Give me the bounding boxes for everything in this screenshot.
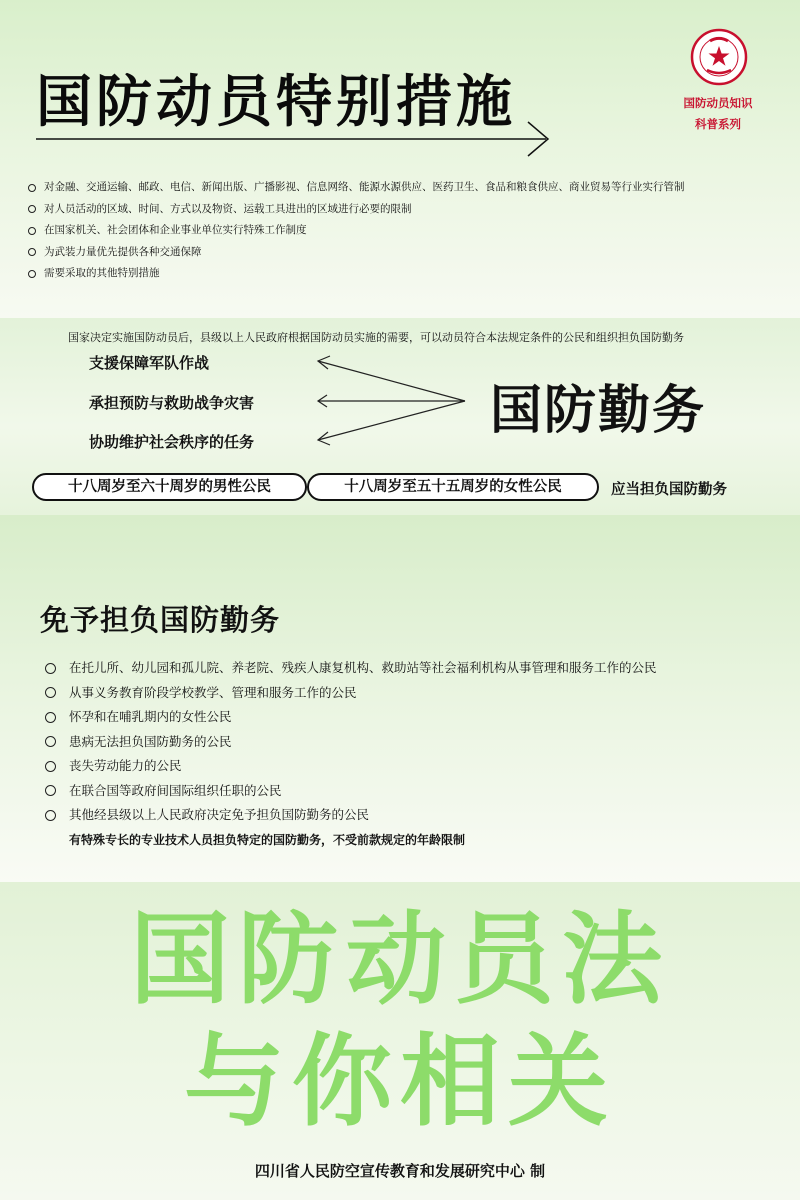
duty-item: 承担预防与救助战争灾害: [89, 394, 255, 412]
exemption-section: [0, 515, 800, 882]
exempt-note: 有特殊专长的专业技术人员担负特定的国防勤务，不受前款规定的年龄限制: [69, 833, 466, 847]
circle-bullet-icon: [28, 184, 36, 192]
female-citizen-badge: 十八周岁至五十五周岁的女性公民: [307, 473, 599, 501]
list-item: [45, 656, 657, 681]
circle-bullet-icon: [28, 227, 36, 235]
list-item: [45, 681, 657, 706]
duty-item: 协助维护社会秩序的任务: [89, 433, 255, 451]
special-measures-section: [0, 0, 800, 318]
circle-bullet-icon: [45, 712, 56, 723]
list-item-text: 需要采取的其他特别措施: [44, 267, 160, 279]
duty-big-title: 国防勤务: [490, 381, 707, 441]
list-item: [45, 730, 657, 755]
exempt-list: [45, 656, 657, 828]
defense-duty-section: [0, 318, 800, 515]
list-item-text: 在联合国等政府间国际组织任职的公民: [69, 782, 282, 798]
list-item-text: 为武装力量优先提供各种交通保障: [44, 245, 202, 258]
circle-bullet-icon: [28, 248, 36, 256]
list-item-text: 对人员活动的区域、时间、方式以及物资、运载工具进出的区域进行必要的限制: [44, 202, 412, 215]
series-sublabel: 科普系列: [695, 117, 741, 131]
publisher-credit: 四川省人民防空宣传教育和发展研究中心 制: [254, 1162, 546, 1180]
list-item: [28, 220, 685, 242]
duty-item: 支援保障军队作战: [89, 354, 210, 372]
circle-bullet-icon: [28, 270, 36, 278]
circle-bullet-icon: [45, 736, 56, 747]
exempt-title: 免予担负国防勤务: [40, 603, 281, 637]
list-item-text: 丧失劳动能力的公民: [69, 758, 182, 773]
circle-bullet-icon: [45, 785, 56, 796]
list-item: [45, 779, 657, 804]
list-item: [28, 263, 685, 285]
emblem-icon: [690, 28, 748, 86]
measures-list: [28, 177, 685, 285]
list-item: [28, 199, 685, 221]
list-item-text: 从事义务教育阶段学校教学、管理和服务工作的公民: [69, 684, 357, 700]
page-title: 国防动员特别措施: [36, 70, 516, 135]
list-item-text: 其他经县级以上人民政府决定免予担负国防勤务的公民: [69, 807, 370, 822]
list-item-text: 在托儿所、幼儿园和孤儿院、养老院、残疾人康复机构、救助站等社会福利机构从事管理和服务工作的公民: [69, 660, 657, 675]
slogan-line-1: 国防动员法: [130, 901, 670, 1018]
list-item-text: 对金融、交通运输、邮政、电信、新闻出版、广播影视、信息网络、能源水源供应、医药卫生、食品和粮食供应、商业贸易等行业实行管制: [44, 181, 685, 193]
circle-bullet-icon: [45, 761, 56, 772]
list-item-text: 怀孕和在哺乳期内的女性公民: [69, 709, 232, 724]
footer-section: [0, 882, 800, 1200]
series-label: 国防动员知识: [683, 96, 753, 110]
list-item-text: 患病无法担负国防勤务的公民: [69, 733, 232, 749]
circle-bullet-icon: [45, 663, 56, 674]
circle-bullet-icon: [45, 687, 56, 698]
list-item: [28, 177, 685, 199]
male-citizen-badge: 十八周岁至六十周岁的男性公民: [32, 473, 307, 501]
duty-suffix: 应当担负国防勤务: [611, 482, 727, 498]
circle-bullet-icon: [45, 810, 56, 821]
list-item: [45, 803, 657, 828]
circle-bullet-icon: [28, 205, 36, 213]
list-item: [45, 705, 657, 730]
duty-intro: 国家决定实施国防动员后，县级以上人民政府根据国防动员实施的需要，可以动员符合本法规定条件的公民和组织担负国防勤务: [68, 331, 684, 344]
arrow-left-icon: [300, 348, 480, 448]
slogan-line-2: 与你相关: [184, 1023, 616, 1140]
list-item: [28, 242, 685, 264]
list-item: [45, 754, 657, 779]
arrow-right-icon: [36, 118, 556, 158]
list-item-text: 在国家机关、社会团体和企业事业单位实行特殊工作制度: [44, 224, 307, 236]
